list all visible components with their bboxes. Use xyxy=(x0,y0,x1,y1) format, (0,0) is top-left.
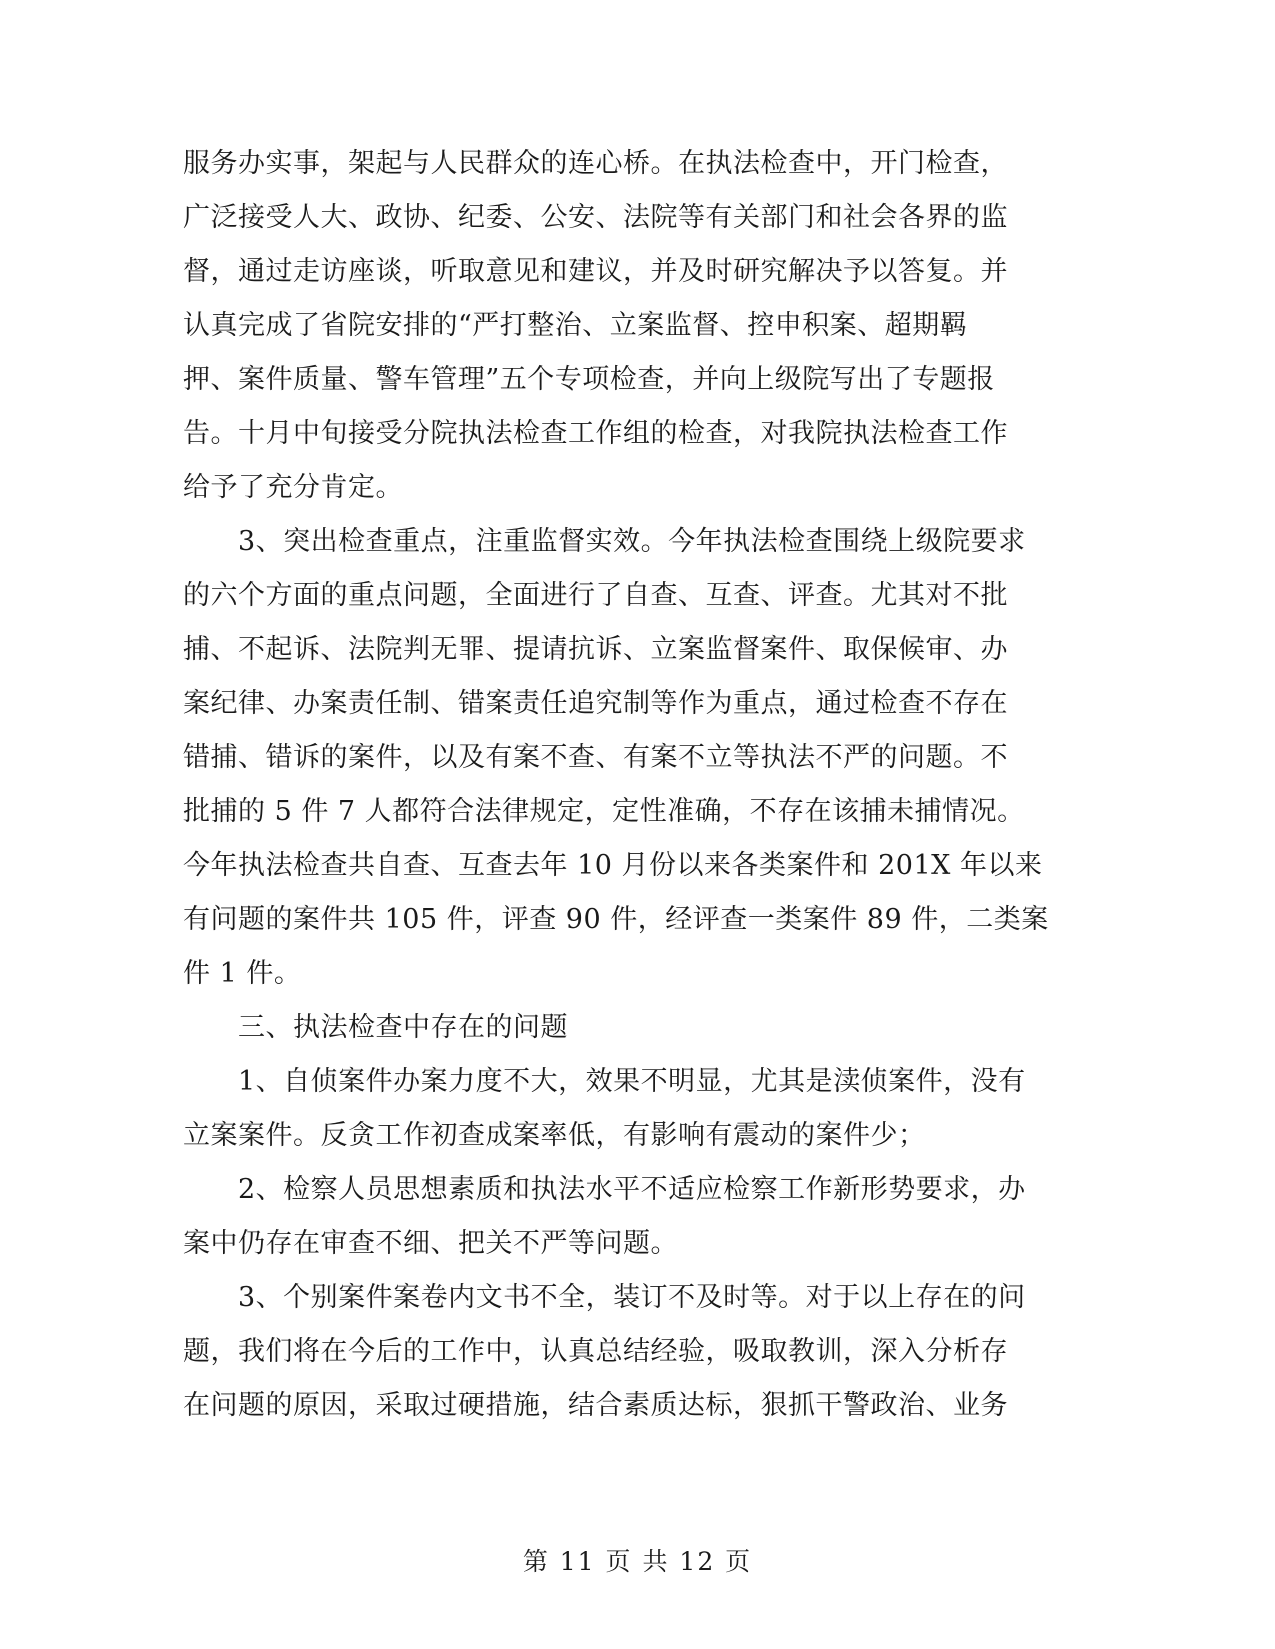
text-line: 立案案件。反贪工作初查成案率低，有影响有震动的案件少； xyxy=(183,1120,926,1151)
paragraph-start: 1、自侦案件办案力度不大，效果不明显，尤其是渎侦案件，没有 xyxy=(183,1066,1026,1097)
text-line: 认真完成了省院安排的“严打整治、立案监督、控申积案、超期羁 xyxy=(183,310,968,341)
text-line: 批捕的 5 件 7 人都符合法律规定，定性准确，不存在该捕未捕情况。 xyxy=(183,796,1025,827)
section-heading: 三、执法检查中存在的问题 xyxy=(183,1012,568,1043)
text-line: 告。十月中旬接受分院执法检查工作组的检查，对我院执法检查工作 xyxy=(183,418,1008,449)
text-line: 在问题的原因，采取过硬措施，结合素质达标，狠抓干警政治、业务 xyxy=(183,1390,1008,1421)
text-line: 捕、不起诉、法院判无罪、提请抗诉、立案监督案件、取保候审、办 xyxy=(183,634,1008,665)
page-footer: 第 11 页 共 12 页 xyxy=(522,1547,753,1576)
text-line: 的六个方面的重点问题，全面进行了自查、互查、评查。尤其对不批 xyxy=(183,580,1008,611)
text-line: 案纪律、办案责任制、错案责任追究制等作为重点，通过检查不存在 xyxy=(183,688,1008,719)
text-line: 押、案件质量、警车管理”五个专项检查，并向上级院写出了专题报 xyxy=(183,364,995,395)
text-line: 案中仍存在审查不细、把关不严等问题。 xyxy=(183,1228,678,1259)
paragraph-start: 3、突出检查重点，注重监督实效。今年执法检查围绕上级院要求 xyxy=(183,526,1026,557)
text-line: 督，通过走访座谈，听取意见和建议，并及时研究解决予以答复。并 xyxy=(183,256,1008,287)
text-line: 今年执法检查共自查、互查去年 10 月份以来各类案件和 201X 年以来 xyxy=(183,850,1043,881)
text-line: 有问题的案件共 105 件，评查 90 件，经评查一类案件 89 件，二类案 xyxy=(183,904,1049,935)
text-line: 服务办实事，架起与人民群众的连心桥。在执法检查中，开门检查， xyxy=(183,148,1008,179)
paragraph-start: 2、检察人员思想素质和执法水平不适应检察工作新形势要求，办 xyxy=(183,1174,1026,1205)
text-line: 给予了充分肯定。 xyxy=(183,472,403,503)
paragraph-start: 3、个别案件案卷内文书不全，装订不及时等。对于以上存在的问 xyxy=(183,1282,1026,1313)
text-line: 件 1 件。 xyxy=(183,958,302,989)
text-line: 错捕、错诉的案件，以及有案不查、有案不立等执法不严的问题。不 xyxy=(183,742,1008,773)
text-line: 广泛接受人大、政协、纪委、公安、法院等有关部门和社会各界的监 xyxy=(183,202,1008,233)
text-line: 题，我们将在今后的工作中，认真总结经验，吸取教训，深入分析存 xyxy=(183,1336,1008,1367)
